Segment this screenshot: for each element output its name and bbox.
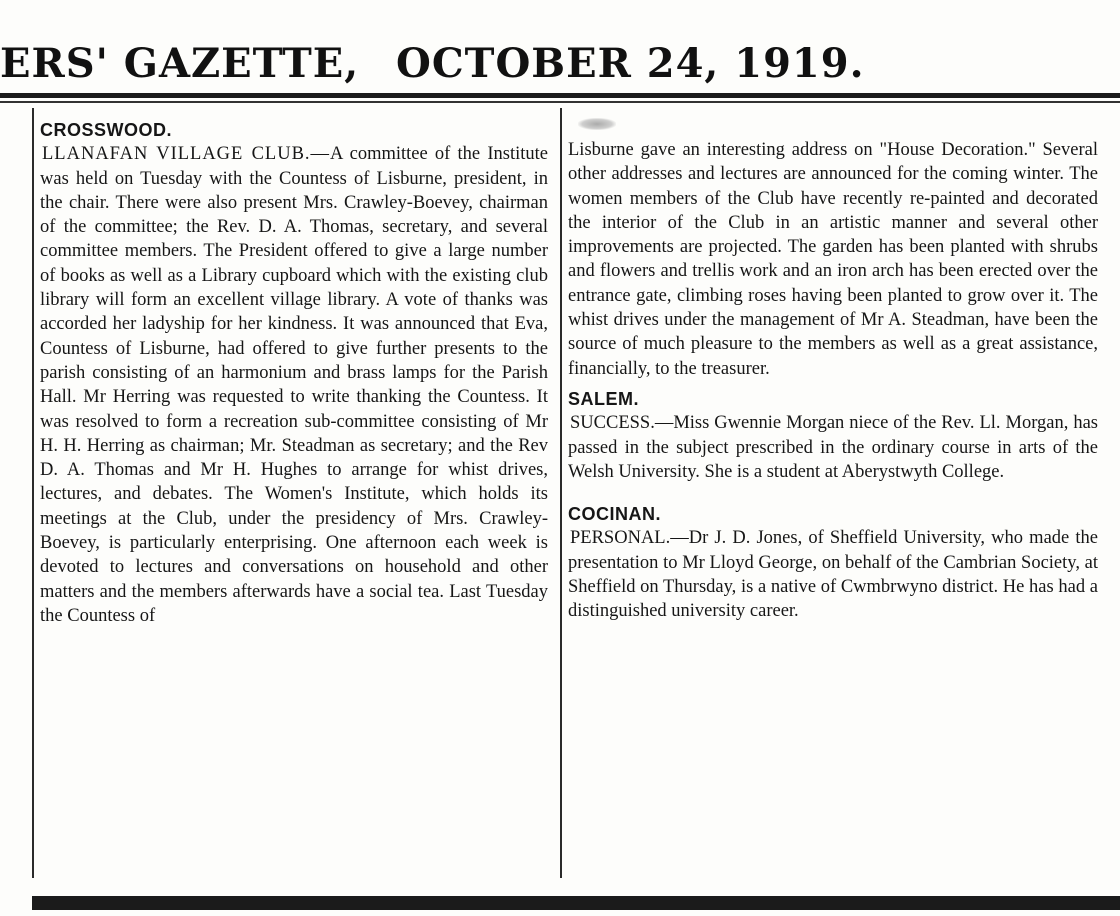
newspaper-title: ERS' GAZETTE, bbox=[0, 40, 360, 87]
section-heading-salem: SALEM. bbox=[568, 388, 640, 409]
article-body: A committee of the Institute was held on Tuesday with the Countess of Lisburne, president, in the chair. There were also present Mrs. Crawley-Boevey, chairman of the committee; the Rev. D. A. Thomas, secretary, and several committee members. The President offered to give a large number of books as well as a Library cupboard which with the existing club library will form an excellent village library. A vote of thanks was accorded her ladyship for her kindness. It was announced that Eva, Countess of Lisburne, had offered to give further presents to the parish consisting of an harmonium and brass lamps for the Parish Hall. Mr Herring was requested to write thanking the Countess. It was resolved to form a recreation sub-committee consisting of Mr H. H. Herring as chairman; Mr. Steadman as secretary; and the Rev D. A. Thomas and Mr H. Hughes to arrange for whist drives, lectures, and debates. The Women's Institute, which holds its meetings at the Club, under the presidency of Mrs. Crawley-Boevey, is particularly enterprising. One afternoon each week is devoted to lectures and conversations on household and other matters and the members afterwards have a social tea. Last Tuesday the Countess of bbox=[40, 144, 548, 626]
article-success bbox=[568, 411, 1098, 484]
column-rule-middle bbox=[560, 108, 562, 878]
article-lead: SUCCESS.— bbox=[570, 413, 674, 434]
column-rule-left bbox=[32, 108, 34, 878]
article-lead: LLANAFAN VILLAGE CLUB.— bbox=[42, 144, 331, 165]
section-heading-crosswood: CROSSWOOD. bbox=[40, 120, 173, 140]
masthead-rule-thin bbox=[0, 101, 1120, 103]
masthead-rule bbox=[0, 93, 1120, 98]
article-lead: PERSONAL.— bbox=[570, 528, 689, 549]
right-column bbox=[568, 118, 1098, 624]
section-heading-cocinan: COCINAN. bbox=[568, 504, 661, 525]
bottom-rule bbox=[32, 896, 1120, 910]
article-llanafan-village-club bbox=[40, 142, 548, 628]
article-body: Miss Gwennie Morgan niece of the Rev. Ll. Morgan, has passed in the subject prescribed in the ordinary course in arts of the Welsh University. She is a student at Aberystwyth College. bbox=[568, 413, 1098, 482]
article-personal bbox=[568, 526, 1098, 623]
left-column bbox=[40, 118, 548, 628]
article-continuation: Lisburne gave an interesting address on "House Decoration." Several other addresses and lectures are announced for the coming winter. The women members of the Club have recently re-painted and decorated the interior of the Club in an artistic manner and several other improvements are projected. The garden has been planted with shrubs and flowers and trellis work and an iron arch has been erected over the entrance gate, climbing roses having been planted to grow over it. The whist drives under the management of Mr A. Steadman, have been the source of much pleasure to the members as well as a great assistance, financially, to the treasurer. bbox=[568, 140, 1098, 379]
masthead bbox=[0, 38, 1120, 90]
issue-date: OCTOBER 24, 1919. bbox=[396, 40, 865, 87]
article-body: Dr J. D. Jones, of Sheffield University, who made the presentation to Mr Lloyd George, on behalf of the Cambrian Society, at Sheffield on Thursday, is a native of Cwmbrwyno district. He has had a distinguished university career. bbox=[568, 528, 1098, 622]
